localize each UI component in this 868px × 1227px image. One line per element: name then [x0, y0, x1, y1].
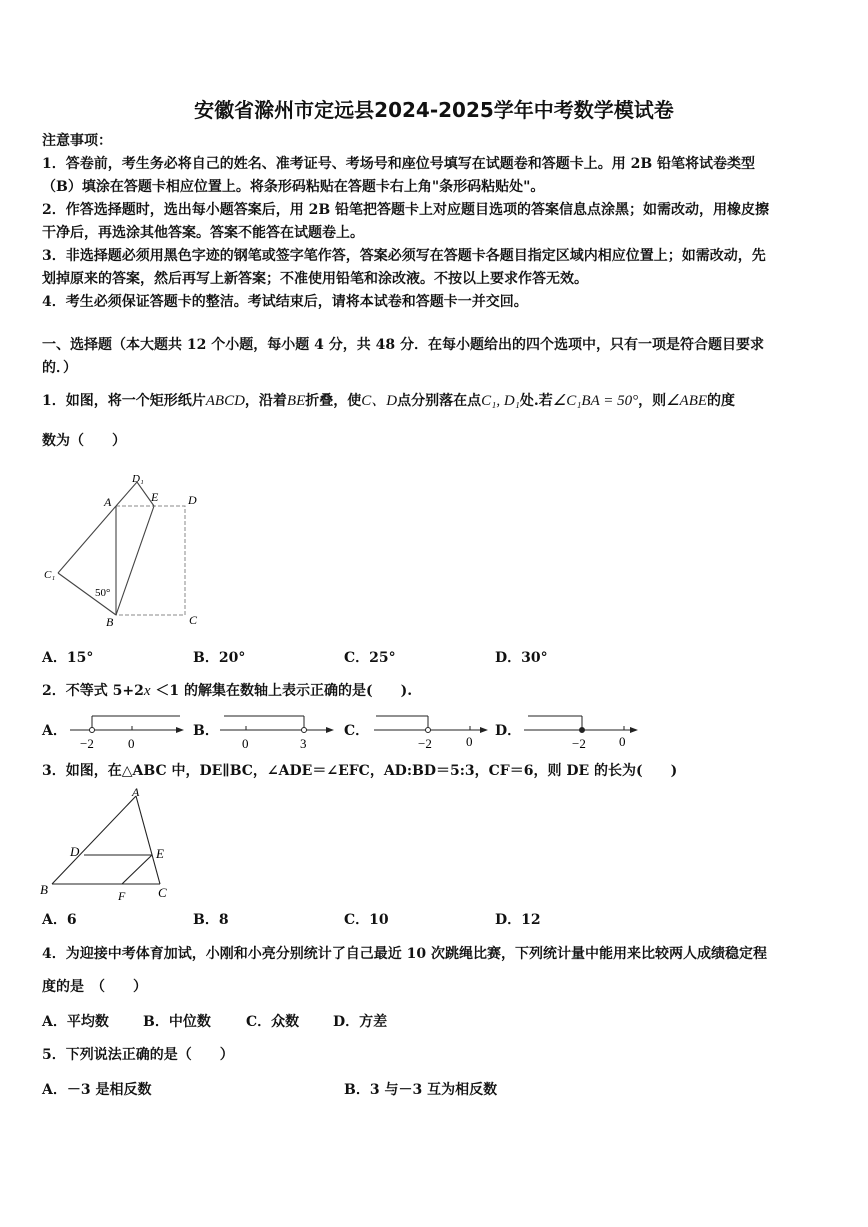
q2-stem-b: ＜1 的解集在数轴上表示正确的是( ). [155, 683, 413, 699]
q2-option-c-label[interactable]: C． [344, 723, 370, 739]
q2-c-tick-0: 0 [466, 734, 473, 749]
question-1-stem [42, 394, 735, 409]
q1-text-2: ，沿着 [244, 393, 287, 409]
notice-heading: 注意事项： [42, 133, 112, 149]
q2-option-d-label[interactable]: D． [495, 723, 522, 739]
q4-option-d[interactable]: D．方差 [333, 1014, 388, 1030]
q1-text-3: 折叠，使 [305, 393, 362, 409]
q1-option-c[interactable]: C．25° [344, 650, 396, 666]
q1-option-a[interactable]: A．15° [42, 650, 94, 666]
q1-text-7: 的度 [707, 393, 736, 409]
q2-d-tick-minus2: −2 [572, 736, 586, 751]
q1-text-4: 点分别落在点 [397, 393, 482, 409]
q3-option-a[interactable]: A．6 [42, 912, 77, 928]
q1-rect-name: ABCD [205, 393, 245, 409]
q3-fig-label-e: E [156, 846, 164, 861]
q5-option-b[interactable]: B．3 与－3 互为相反数 [344, 1082, 498, 1098]
q2-option-a-label[interactable]: A． [42, 723, 67, 739]
q1-fig-label-e: E [151, 490, 159, 504]
question-3-figure [36, 784, 186, 906]
q1-fold-line: BE [286, 393, 306, 409]
q1-text-1: 1．如图，将一个矩形纸片 [42, 393, 206, 409]
q1-fig-label-a: A [104, 495, 112, 509]
section-heading-line-1: 一、选择题（本大题共 12 个小题，每小题 4 分，共 48 分．在每小题给出的四个选项中，只有一项是符合题目要求 [42, 337, 764, 353]
q1-points: C、D [361, 393, 398, 409]
question-5-stem: 5．下列说法正确的是（ ） [42, 1047, 234, 1063]
notice-line-3: 3．非选择题必须用黑色字迹的钢笔或签字笔作答，答案必须写在答题卡各题目指定区域内相应位置上；如需改动，先 [42, 248, 766, 264]
q3-option-b[interactable]: B．8 [193, 912, 229, 928]
q2-option-a-number-line[interactable] [66, 710, 188, 752]
section-heading-line-2: 的．） [42, 360, 77, 376]
q3-fig-label-c: C [158, 885, 167, 900]
question-4-stem-line-1: 4．为迎接中考体育加试，小刚和小亮分别统计了自己最近 10 次跳绳比赛，下列统计量中能用来比较两人成绩稳定程 [42, 946, 767, 962]
question-3-stem: 3．如图，在△ABC 中，DE∥BC，∠ADE＝∠EFC，AD:BD＝5:3，CF＝6，则 DE 的长为( ) [42, 763, 678, 779]
notice-line-2: 2．作答选择题时，选出每小题答案后，用 2B 铅笔把答题卡上对应题目选项的答案信息点涂黑；如需改动，用橡皮擦 [42, 202, 770, 218]
q2-a-tick-minus2: −2 [80, 736, 94, 751]
q5-option-a[interactable]: A．－3 是相反数 [42, 1082, 152, 1098]
q1-given-angle: ∠C₁BA = 50° [552, 393, 639, 409]
q1-option-b[interactable]: B．20° [193, 650, 246, 666]
q2-stem-a: 2．不等式 5+2 [42, 683, 144, 699]
q1-option-d[interactable]: D．30° [495, 650, 548, 666]
q2-option-d-number-line[interactable] [520, 710, 642, 752]
q2-d-tick-0: 0 [619, 734, 626, 749]
q1-fig-label-d: D [188, 493, 197, 507]
q2-b-tick-0: 0 [242, 736, 249, 751]
notice-line-2b: 干净后，再选涂其他答案。答案不能答在试题卷上。 [42, 225, 364, 241]
q1-fig-label-c1: C₁ [44, 569, 56, 581]
q1-asked-angle: ∠ABE [666, 393, 708, 409]
q3-fig-label-d: D [70, 844, 80, 859]
q4-option-b[interactable]: B．中位数 [143, 1014, 211, 1030]
page-title: 安徽省滁州市定远县2024-2025学年中考数学模试卷 [194, 98, 674, 122]
q3-option-c[interactable]: C．10 [344, 912, 389, 928]
question-2-stem [42, 684, 412, 699]
q3-fig-label-f: F [118, 889, 126, 903]
question-1-figure [40, 470, 210, 630]
q1-fig-label-d1: D₁ [132, 473, 144, 485]
q4-option-c[interactable]: C．众数 [246, 1014, 300, 1030]
notice-line-1: 1．答卷前，考生务必将自己的姓名、准考证号、考场号和座位号填写在试题卷和答题卡上。用 2B 铅笔将试卷类型 [42, 156, 756, 172]
q1-fig-label-b: B [106, 615, 114, 629]
q3-option-d[interactable]: D．12 [495, 912, 541, 928]
q2-variable: x [143, 683, 151, 699]
notice-line-4: 4．考生必须保证答题卡的整洁。考试结束后，请将本试卷和答题卡一并交回。 [42, 294, 528, 310]
q1-text-6: ，则 [638, 393, 667, 409]
q1-text-5: 处.若 [519, 393, 553, 409]
q1-new-points: C₁, D₁ [481, 393, 520, 409]
question-1-stem-line-2: 数为（ ） [42, 433, 126, 449]
q3-fig-label-b: B [40, 882, 48, 897]
q2-option-b-label[interactable]: B． [193, 723, 219, 739]
q3-fig-label-a: A [132, 785, 140, 799]
q2-b-tick-3: 3 [300, 736, 307, 751]
question-4-stem-line-2: 度的是 （ ） [42, 979, 147, 995]
q1-fig-label-c: C [189, 613, 198, 627]
q1-fig-angle-label: 50° [95, 587, 111, 599]
notice-line-3b: 划掉原来的答案，然后再写上新答案；不准使用铅笔和涂改液。不按以上要求作答无效。 [42, 271, 588, 287]
q2-c-tick-minus2: −2 [418, 736, 432, 751]
q2-option-c-number-line[interactable] [370, 710, 492, 752]
q2-a-tick-0: 0 [128, 736, 135, 751]
q2-option-b-number-line[interactable] [216, 710, 338, 752]
notice-line-1b: （B）填涂在答题卡相应位置上。将条形码粘贴在答题卡右上角"条形码粘贴处"。 [42, 179, 545, 195]
q4-option-a[interactable]: A．平均数 [42, 1014, 109, 1030]
